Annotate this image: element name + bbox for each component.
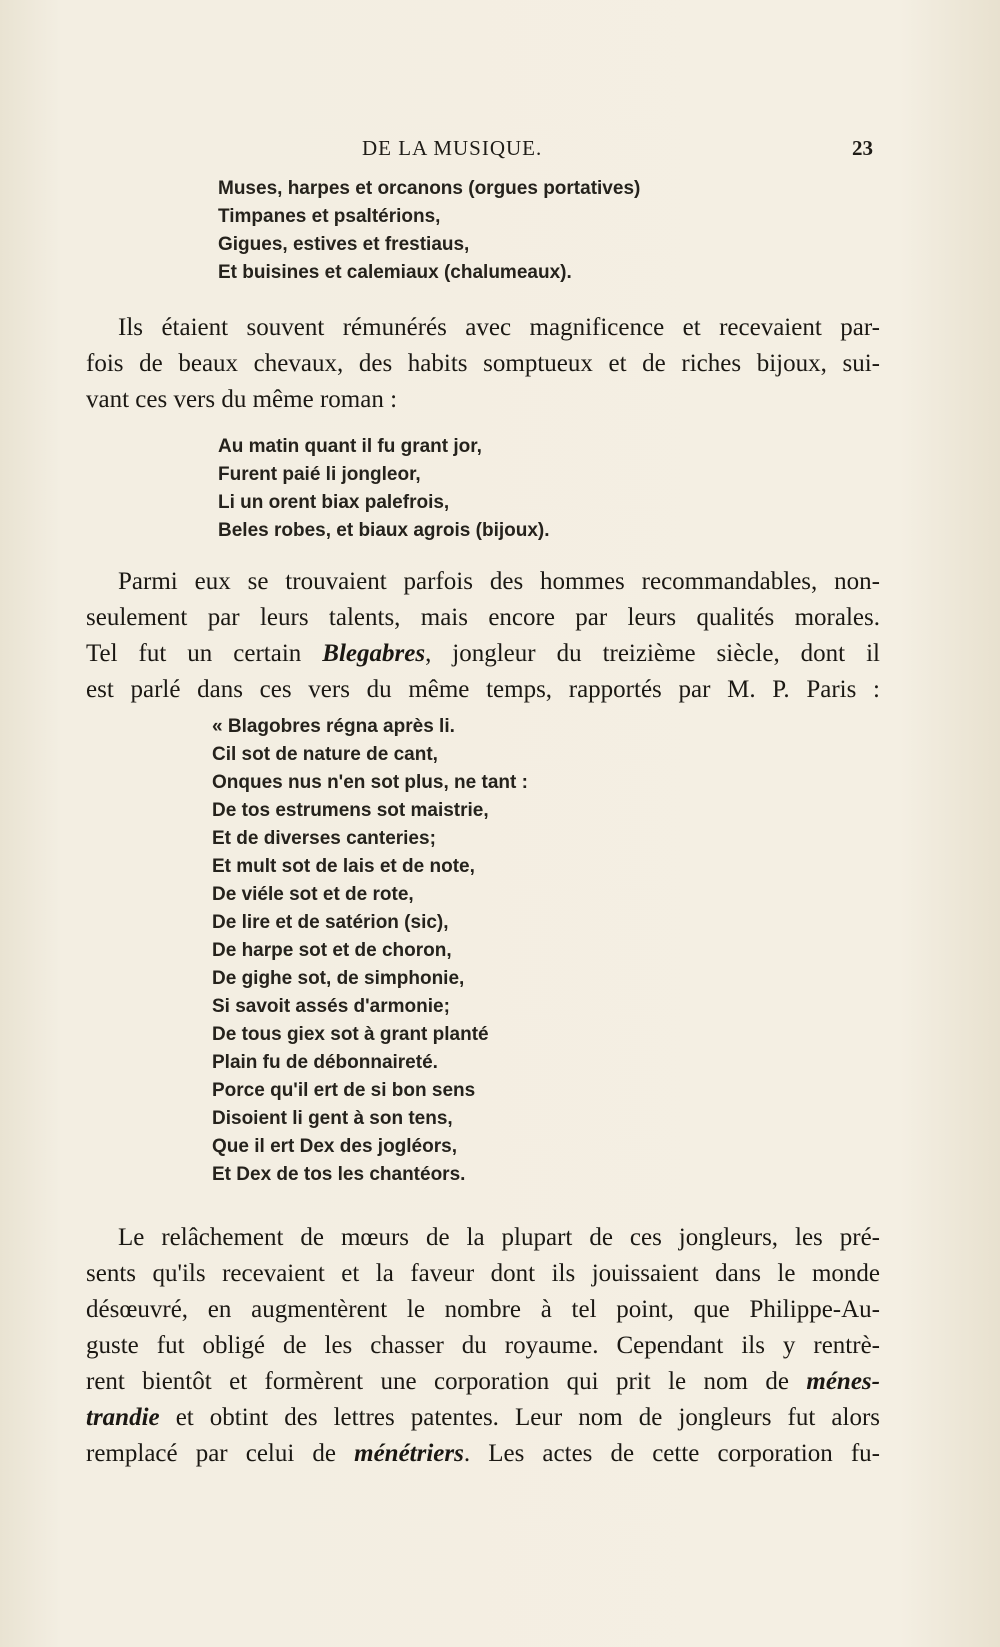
- paragraph-line: Ils étaient souvent rémunérés avec magnificence et recevaient par-: [118, 314, 880, 341]
- paragraph-line: est parlé dans ces vers du même temps, rapportés par M. P. Paris :: [86, 676, 880, 703]
- verse-block-jongleor: [218, 433, 550, 545]
- paragraph-menestriers: [86, 1220, 880, 1472]
- paragraph-remuneration: [86, 310, 880, 418]
- verse-line: Si savoit assés d'armonie;: [212, 996, 450, 1017]
- paragraph-line: [86, 1364, 880, 1400]
- paragraph-line: guste fut obligé de les chasser du royaume. Cependant ils y rentrè-: [86, 1332, 880, 1359]
- paragraph-line: Le relâchement de mœurs de la plupart de ces jongleurs, les pré-: [118, 1224, 880, 1251]
- italic-name: Blegabres: [322, 640, 426, 667]
- italic-term: ménes-: [806, 1368, 880, 1395]
- verse-line: « Blagobres régna après li.: [212, 716, 455, 737]
- verse-line: De viéle sot et de rote,: [212, 884, 414, 905]
- verse-line: Et mult sot de lais et de note,: [212, 856, 475, 877]
- page-header: [0, 136, 1000, 168]
- page-number: 23: [852, 136, 873, 160]
- paragraph-line: vant ces vers du même roman :: [86, 386, 398, 413]
- verse-line: De gighe sot, de simphonie,: [212, 968, 465, 989]
- paragraph-line: [86, 1436, 880, 1472]
- verse-line: Beles robes, et biaux agrois (bijoux).: [218, 520, 550, 541]
- verse-line: Timpanes et psaltérions,: [218, 206, 441, 227]
- verse-line: De lire et de satérion (sic),: [212, 912, 449, 933]
- verse-line: Onques nus n'en sot plus, ne tant :: [212, 772, 528, 793]
- text-run: remplacé par celui de: [86, 1440, 355, 1467]
- paragraph-line: seulement par leurs talents, mais encore par leurs qualités morales.: [86, 604, 880, 631]
- verse-line: De tous giex sot à grant planté: [212, 1024, 489, 1045]
- verse-block-instruments: [218, 175, 640, 287]
- verse-line: Au matin quant il fu grant jor,: [218, 436, 482, 457]
- running-title: DE LA MUSIQUE.: [362, 136, 543, 160]
- verse-line: Et Dex de tos les chantéors.: [212, 1164, 466, 1185]
- text-run: et obtint des lettres patentes. Leur nom de jongleurs fut alors: [159, 1404, 880, 1431]
- text-run: rent bientôt et formèrent une corporation qui prit le nom de: [86, 1368, 807, 1395]
- verse-line: Et buisines et calemiaux (chalumeaux).: [218, 262, 572, 283]
- text-run: . Les actes de cette corporation fu-: [463, 1440, 880, 1467]
- italic-term: ménétriers: [354, 1440, 464, 1467]
- paragraph-blegabres: [86, 564, 880, 708]
- paragraph-line: fois de beaux chevaux, des habits somptueux et de riches bijoux, sui-: [86, 350, 880, 377]
- paragraph-line: sents qu'ils recevaient et la faveur dont ils jouissaient dans le monde: [86, 1260, 880, 1287]
- verse-line: Que il ert Dex des jogléors,: [212, 1136, 457, 1157]
- verse-line: Et de diverses canteries;: [212, 828, 436, 849]
- verse-line: De harpe sot et de choron,: [212, 940, 452, 961]
- paragraph-line: [86, 1400, 880, 1436]
- paragraph-line: Parmi eux se trouvaient parfois des hommes recommandables, non-: [118, 568, 880, 595]
- verse-line: De tos estrumens sot maistrie,: [212, 800, 489, 821]
- verse-line: Cil sot de nature de cant,: [212, 744, 438, 765]
- italic-term: trandie: [86, 1404, 160, 1431]
- verse-line: Li un orent biax palefrois,: [218, 492, 450, 513]
- verse-line: Gigues, estives et frestiaus,: [218, 234, 470, 255]
- paragraph-line: désœuvré, en augmentèrent le nombre à tel point, que Philippe-Au-: [86, 1296, 880, 1323]
- text-run: Tel fut un certain: [86, 640, 323, 667]
- verse-line: Furent paié li jongleor,: [218, 464, 421, 485]
- verse-line: Plain fu de débonnaireté.: [212, 1052, 438, 1073]
- text-run: , jongleur du treizième siècle, dont il: [425, 640, 881, 667]
- verse-line: Porce qu'il ert de si bon sens: [212, 1080, 476, 1101]
- verse-line: Muses, harpes et orcanons (orgues portatives): [218, 178, 641, 199]
- paragraph-line: [86, 636, 880, 672]
- verse-block-blagobres: [212, 713, 528, 1189]
- verse-line: Disoient li gent à son tens,: [212, 1108, 453, 1129]
